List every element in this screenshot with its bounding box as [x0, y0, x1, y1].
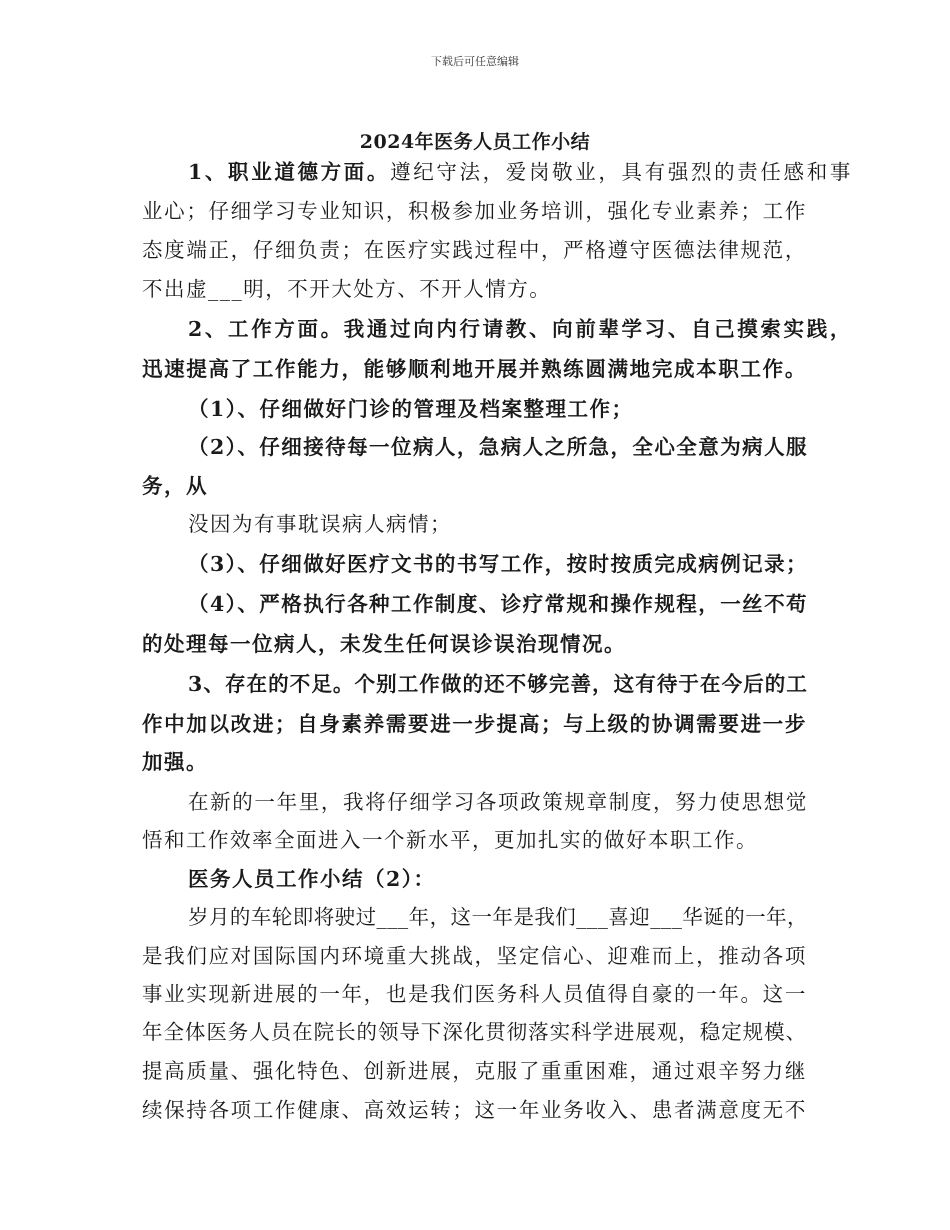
text-line: [142, 826, 758, 854]
text-line: [142, 942, 807, 970]
text-line: [142, 1096, 807, 1124]
bold-text-segment: 加强。: [142, 750, 208, 774]
bold-text-segment: 的处理每一位病人，未发生任何误诊误治现情况。: [142, 632, 626, 656]
text-line: [188, 395, 634, 423]
text-line: [142, 980, 807, 1008]
text-line: [188, 433, 808, 461]
text-segment: 在新的一年里，我将仔细学习各项政策规章制度，努力使思想觉: [188, 790, 808, 814]
bold-text-segment: （3）、仔细做好医疗文书的书写工作，按时按质完成病例记录；: [188, 552, 808, 576]
text-line: [188, 670, 808, 698]
bold-text-segment: 2、工作方面。我通过向内行请教、向前辈学习、自己摸索实践，: [188, 317, 853, 341]
bold-text-segment: 作中加以改进；自身素养需要进一步提高；与上级的协调需要进一步: [142, 712, 807, 736]
text-segment: 不出虚___明，不开大处方、不开人情方。: [142, 277, 552, 301]
text-segment: 态度端正，仔细负责；在医疗实践过程中，严格遵守医德法律规范，: [142, 238, 807, 262]
text-line: [142, 748, 208, 776]
text-segment: 业心；仔细学习专业知识，积极参加业务培训，强化专业素养；工作: [142, 199, 807, 223]
text-line: [188, 550, 808, 578]
bold-text-segment: 务，从: [142, 474, 208, 498]
text-segment: 悟和工作效率全面进入一个新水平，更加扎实的做好本职工作。: [142, 828, 758, 852]
document-title: 2024年医务人员工作小结: [359, 131, 591, 153]
text-line: [142, 197, 807, 225]
bold-text-segment: （1）、仔细做好门诊的管理及档案整理工作；: [188, 397, 634, 421]
bold-text-segment: （2）、仔细接待每一位病人，急病人之所急，全心全意为病人服: [188, 435, 808, 459]
text-segment: 岁月的车轮即将驶过___年，这一年是我们___喜迎___华诞的一年，: [188, 905, 808, 929]
text-segment: 没因为有事耽误病人病情；: [188, 512, 452, 536]
text-line: [188, 510, 452, 538]
text-line: [142, 1018, 807, 1046]
text-segment: 年全体医务人员在院长的领导下深化贯彻落实科学进展观，稳定规模、: [142, 1020, 807, 1044]
text-line: [142, 710, 807, 738]
text-line: [188, 158, 853, 186]
text-line: [188, 315, 853, 343]
text-segment: 提高质量、强化特色、创新进展，克服了重重困难，通过艰辛努力继: [142, 1059, 807, 1083]
bold-text-segment: 3、存在的不足。个别工作做的还不够完善，这有待于在今后的工: [188, 672, 808, 696]
text-line: [142, 472, 208, 500]
text-line: [142, 355, 807, 383]
text-line: [142, 1057, 807, 1085]
text-line: [142, 236, 807, 264]
text-segment: 遵纪守法，爱岗敬业，具有强烈的责任感和事: [390, 160, 853, 184]
text-line: [142, 630, 626, 658]
bold-text-segment: （4）、严格执行各种工作制度、诊疗常规和操作规程，一丝不苟: [188, 592, 808, 616]
bold-text-segment: 迅速提高了工作能力，能够顺利地开展并熟练圆满地完成本职工作。: [142, 357, 807, 381]
text-segment: 事业实现新进展的一年，也是我们医务科人员值得自豪的一年。这一: [142, 982, 807, 1006]
text-line: [188, 788, 808, 816]
text-line: [142, 275, 551, 303]
text-line: [188, 590, 808, 618]
text-line: [188, 865, 436, 893]
bold-text-segment: 1、职业道德方面。: [188, 160, 391, 184]
page-header-note: 下载后可任意编辑: [431, 55, 519, 68]
bold-text-segment: 医务人员工作小结（2）：: [188, 867, 436, 891]
text-segment: 续保持各项工作健康、高效运转；这一年业务收入、患者满意度无不: [142, 1098, 807, 1122]
text-segment: 是我们应对国际国内环境重大挑战，坚定信心、迎难而上，推动各项: [142, 944, 807, 968]
text-line: [188, 903, 808, 931]
